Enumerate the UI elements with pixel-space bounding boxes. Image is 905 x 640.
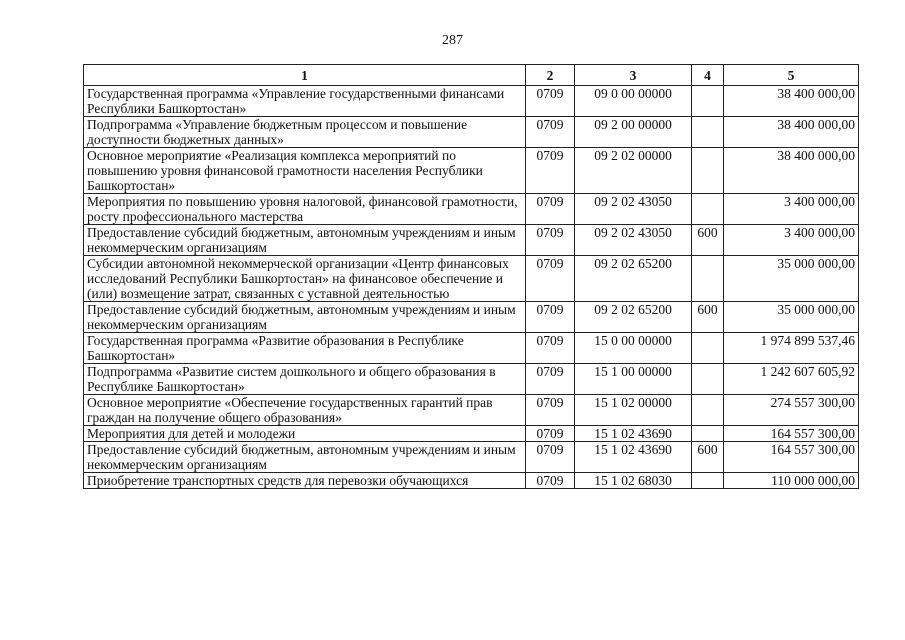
row-section: 0709	[526, 395, 575, 426]
row-section: 0709	[526, 194, 575, 225]
row-sum: 164 557 300,00	[724, 426, 859, 442]
row-article: 15 0 00 00000	[575, 333, 692, 364]
header-col-2: 2	[526, 65, 575, 86]
row-name: Государственная программа «Управление государственными финансами Республики Башкортостан»	[84, 86, 526, 117]
row-sum: 164 557 300,00	[724, 442, 859, 473]
header-col-5: 5	[724, 65, 859, 86]
row-name: Предоставление субсидий бюджетным, автономным учреждениям и иным некоммерческим организациям	[84, 442, 526, 473]
row-sum: 35 000 000,00	[724, 256, 859, 302]
table-row	[84, 225, 859, 256]
row-sum: 3 400 000,00	[724, 225, 859, 256]
row-expense-type	[692, 86, 724, 117]
row-article: 15 1 02 43690	[575, 426, 692, 442]
budget-table	[83, 64, 859, 489]
row-name: Основное мероприятие «Реализация комплекса мероприятий по повышению уровня финансовой грамотности населения Республики Башкортостан»	[84, 148, 526, 194]
table-row	[84, 148, 859, 194]
row-article: 09 2 00 00000	[575, 117, 692, 148]
row-sum: 110 000 000,00	[724, 473, 859, 489]
row-expense-type	[692, 194, 724, 225]
row-name: Государственная программа «Развитие образования в Республике Башкортостан»	[84, 333, 526, 364]
table-row	[84, 86, 859, 117]
row-expense-type	[692, 473, 724, 489]
row-section: 0709	[526, 86, 575, 117]
row-article: 15 1 02 43690	[575, 442, 692, 473]
row-article: 09 2 02 00000	[575, 148, 692, 194]
row-sum: 38 400 000,00	[724, 148, 859, 194]
row-expense-type	[692, 148, 724, 194]
row-section: 0709	[526, 117, 575, 148]
row-article: 15 1 00 00000	[575, 364, 692, 395]
row-expense-type	[692, 364, 724, 395]
table-header-row	[84, 65, 859, 86]
table-row	[84, 117, 859, 148]
row-expense-type: 600	[692, 442, 724, 473]
table-row	[84, 333, 859, 364]
row-section: 0709	[526, 225, 575, 256]
row-section: 0709	[526, 333, 575, 364]
row-article: 09 0 00 00000	[575, 86, 692, 117]
row-section: 0709	[526, 364, 575, 395]
row-expense-type	[692, 256, 724, 302]
row-sum: 1 974 899 537,46	[724, 333, 859, 364]
row-expense-type: 600	[692, 302, 724, 333]
row-article: 09 2 02 43050	[575, 194, 692, 225]
table-row	[84, 256, 859, 302]
table-body	[84, 86, 859, 489]
row-name: Предоставление субсидий бюджетным, автономным учреждениям и иным некоммерческим организациям	[84, 225, 526, 256]
row-name: Субсидии автономной некоммерческой организации «Центр финансовых исследований Республики Башкортостан» на финансовое обеспечение и (или) возмещение затрат, связанных с уставной деятельностью	[84, 256, 526, 302]
row-article: 09 2 02 43050	[575, 225, 692, 256]
row-name: Подпрограмма «Управление бюджетным процессом и повышение доступности бюджетных данных»	[84, 117, 526, 148]
row-section: 0709	[526, 442, 575, 473]
row-section: 0709	[526, 256, 575, 302]
row-expense-type	[692, 395, 724, 426]
row-sum: 274 557 300,00	[724, 395, 859, 426]
row-name: Мероприятия для детей и молодежи	[84, 426, 526, 442]
row-section: 0709	[526, 302, 575, 333]
header-col-3: 3	[575, 65, 692, 86]
page-number: 287	[442, 33, 463, 48]
row-sum: 38 400 000,00	[724, 117, 859, 148]
header-col-1: 1	[84, 65, 526, 86]
table-row	[84, 302, 859, 333]
row-name: Мероприятия по повышению уровня налоговой, финансовой грамотности, росту профессионального мастерства	[84, 194, 526, 225]
table-row	[84, 442, 859, 473]
row-sum: 35 000 000,00	[724, 302, 859, 333]
row-article: 09 2 02 65200	[575, 256, 692, 302]
row-sum: 1 242 607 605,92	[724, 364, 859, 395]
row-expense-type	[692, 426, 724, 442]
row-expense-type	[692, 117, 724, 148]
table-row	[84, 395, 859, 426]
row-name: Подпрограмма «Развитие систем дошкольного и общего образования в Республике Башкортостан»	[84, 364, 526, 395]
row-sum: 3 400 000,00	[724, 194, 859, 225]
row-section: 0709	[526, 148, 575, 194]
row-name: Приобретение транспортных средств для перевозки обучающихся	[84, 473, 526, 489]
row-article: 15 1 02 68030	[575, 473, 692, 489]
row-sum: 38 400 000,00	[724, 86, 859, 117]
row-name: Предоставление субсидий бюджетным, автономным учреждениям и иным некоммерческим организациям	[84, 302, 526, 333]
row-article: 09 2 02 65200	[575, 302, 692, 333]
header-col-4: 4	[692, 65, 724, 86]
table-row	[84, 473, 859, 489]
table-row	[84, 364, 859, 395]
row-expense-type	[692, 333, 724, 364]
row-article: 15 1 02 00000	[575, 395, 692, 426]
row-name: Основное мероприятие «Обеспечение государственных гарантий прав граждан на получение общего образования»	[84, 395, 526, 426]
row-section: 0709	[526, 473, 575, 489]
row-expense-type: 600	[692, 225, 724, 256]
table-row	[84, 426, 859, 442]
row-section: 0709	[526, 426, 575, 442]
table-row	[84, 194, 859, 225]
